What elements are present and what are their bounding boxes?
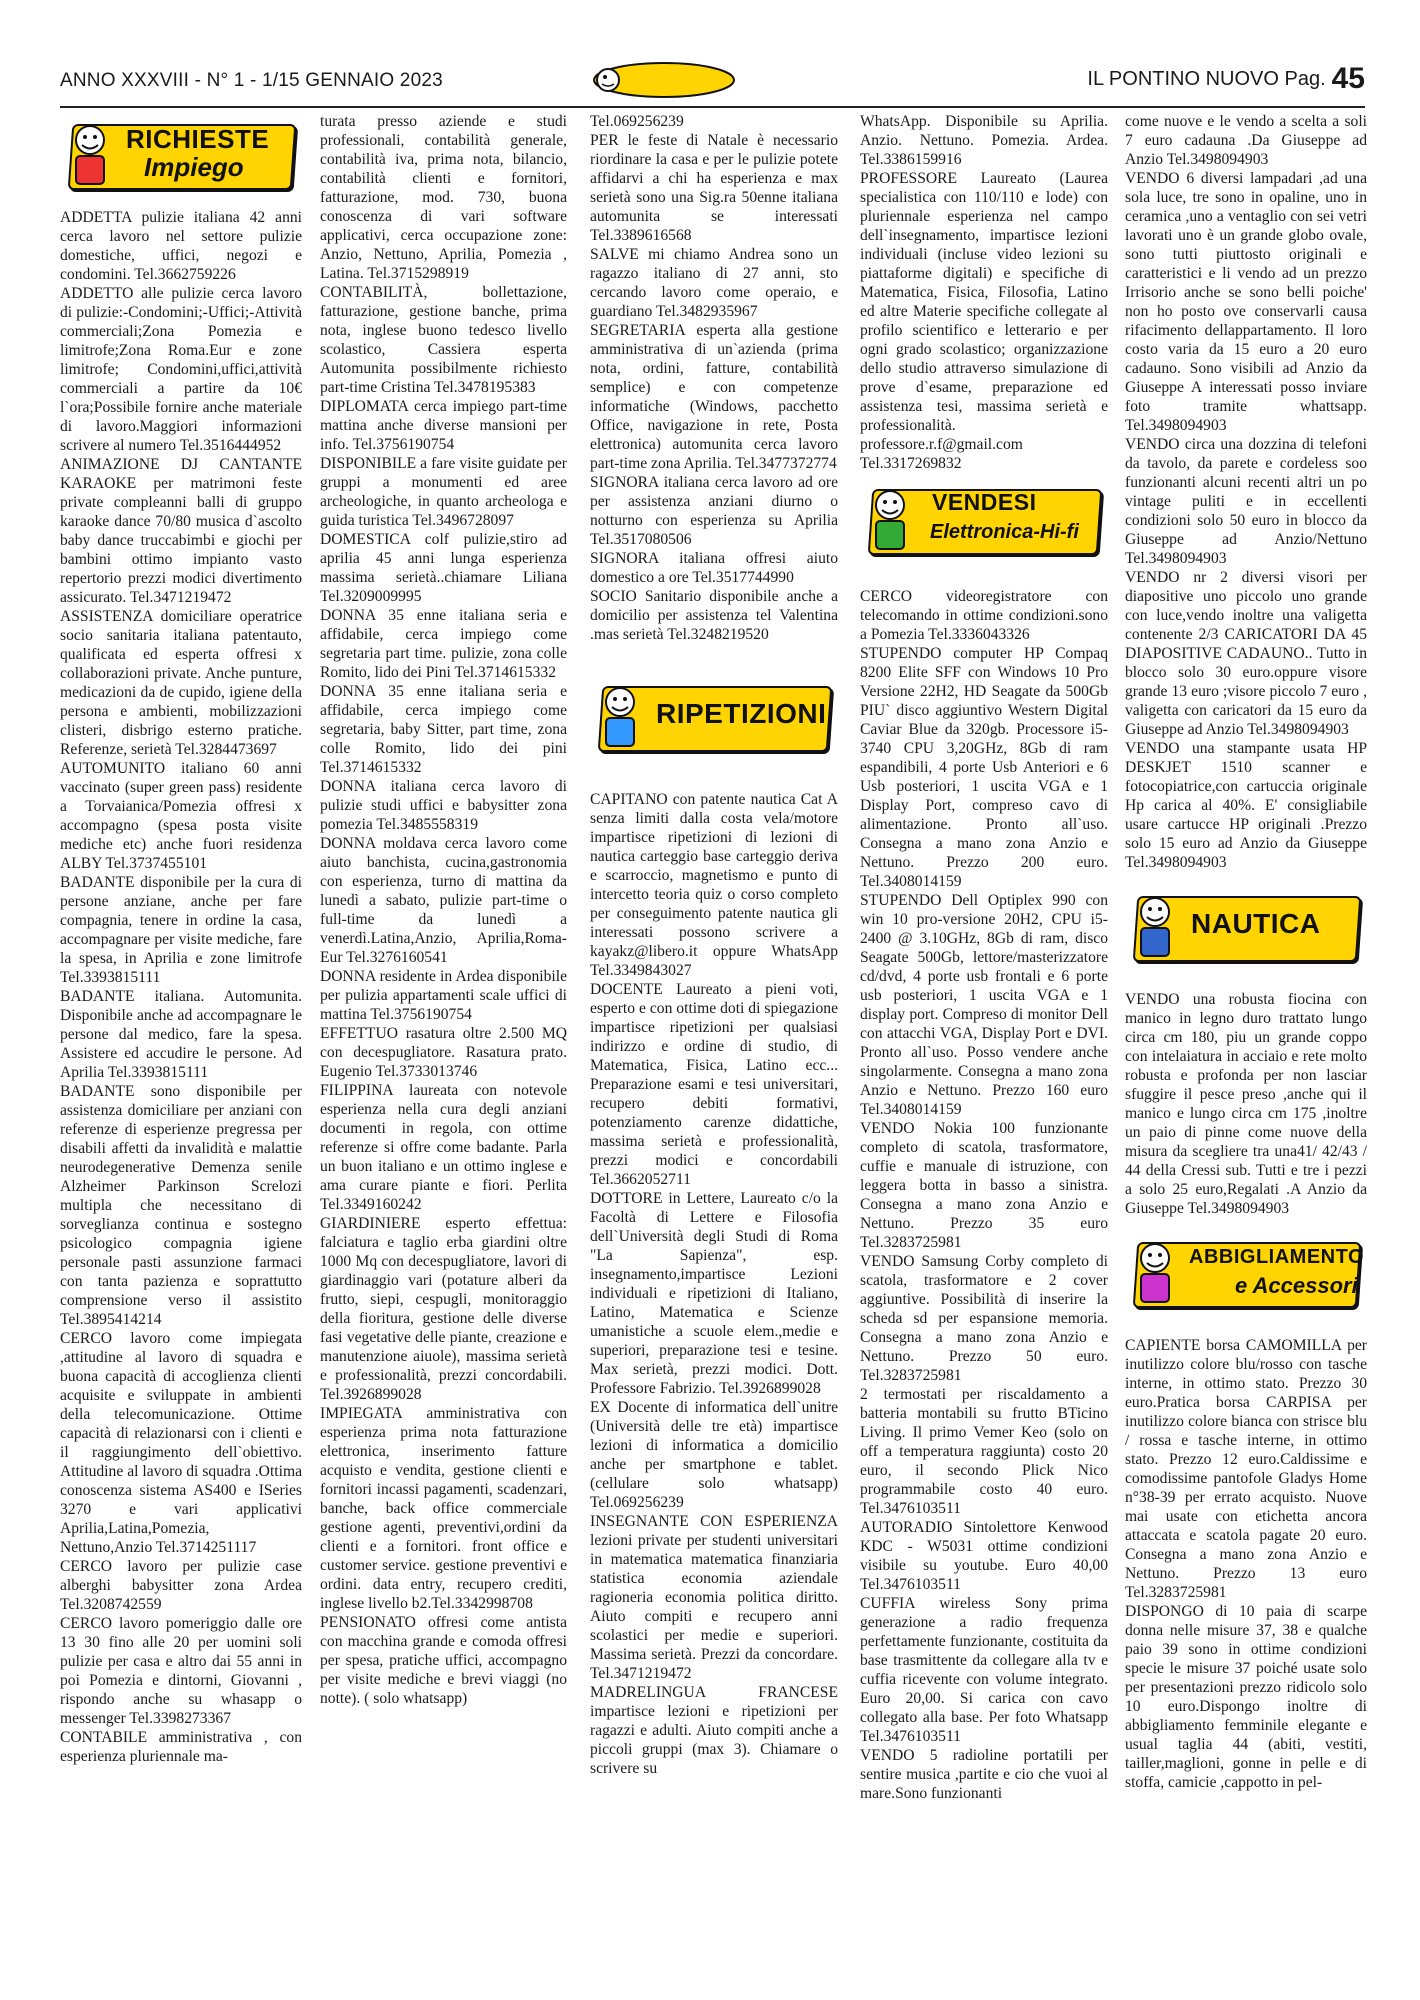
section-title: RIPETIZIONI <box>656 698 827 729</box>
ad-item: DISPONGO di 10 paia di scarpe donna nelle misure 37, 38 e qualche paio 39 sono in ottime condizioni specie le misure 37 poiché usate solo per presentazioni prezzo ridicolo solo 10 euro.Dispongo inoltre di abbigliamento femminile elegante e usual taglia 44 (abiti, vestiti, tailler,maglioni, gonne in pelle e di stoffa, camicie ,cappotto in pel- <box>1125 1603 1367 1791</box>
ad-item: Tel.069256239 <box>590 113 684 130</box>
ad-item: DISPONIBILE a fare visite guidate per gruppi a monumenti ed aree archeologiche, in quanto archeologa e guida turistica Tel.3496728097 <box>320 455 567 529</box>
ad-item: PROFESSORE Laureato (Laurea specialistica con 110/110 e lode) con pluriennale esperienza nel campo dell`insegnamento, impartisce lezioni individuali (incluse video lezioni su piattaforme digitali) e specifiche di Matematica, Fisica, Filosofia, Latino ed altre Materie specifiche collegate al profilo scientifico e letterario e per ogni grado scolastico; organizzazione dello studio attraverso simulazione di prove d`esame, preparazione ed assistenza tesi, massima serietà e professionalità. professore.r.f@gmail.com Tel.3317269832 <box>860 170 1108 472</box>
ad-item: ADDETTO alle pulizie cerca lavoro di pulizie:-Condomini;-Uffici;-Attività commerciali;Zona Pomezia e limitrofe;Zona Roma.Eur e zone limitrofe; Condomini,uffici,attività commerciali a partire da 10€ l`ora;Possibile fornire anche materiale di lavoro.Maggiori informazioni scrivere al numero Tel.3516444952 <box>60 285 302 454</box>
ad-item: CERCO lavoro come impiegata ,attitudine al lavoro di squadra e buona capacità di accoglienza clienti acquisite e sviluppate in ambienti della telecomunicazione. Ottime capacità di relazionarsi con i clienti e il raggiungimento dell`obiettivo. Attitudine al lavoro di squadra .Ottima conoscenza sistema AS400 e ISeries 3270 e vari applicativi Aprilia,Latina,Pomezia, Nettuno,Anzio Tel.3714251117 <box>60 1330 302 1556</box>
section-subtitle: Elettronica-Hi-fi <box>930 521 1079 543</box>
ad-item: VENDO una robusta fiocina con manico in legno duro trattato lungo circa cm 180, piu un grande coppo con intelaiatura in acciaio e rete molto robusta e profonda per non lasciar sfuggire il pesce preso ,anche qui il manico e lungo circa cm 175 ,inoltre un paio di pinne come nuove della misura da scegliere tra una41/ 42/43 / 44 della Cressi sub. Tutti e tre i pezzi a solo 25 euro,Regalati .A Anzio da Giuseppe Tel.3498094903 <box>1125 991 1367 1217</box>
ad-item: VENDO circa una dozzina di telefoni da tavolo, da parete e cordeless soo funzionanti alcuni recenti altri un po vintage puliti e in eccellenti condizioni solo 50 euro in blocco da Giuseppe ad Anzio/Nettuno Tel.3498094903 <box>1125 436 1367 567</box>
ad-item: BADANTE sono disponibile per assistenza domiciliare per anziani con referenze di esperienze pregressa per disabili affetti da invalidità e malattie neurodegenerative Demenza senile Alzheimer Parkinson Screlozi multipla che necessitano di sorveglianza continua e sostegno psicologico compagnia igiene personale pasti assunzione farmaci con tanta pazienza e soprattutto comprensione verso il assistito Tel.3895414214 <box>60 1083 302 1328</box>
ad-item: CONTABILITÀ, bollettazione, fatturazione, gestione banche, prima nota, inglese buono tedesco livello scolastico, Cassiera esperta Automunita possibilmente richiesto part-time Cristina Tel.3478195383 <box>320 284 567 396</box>
section-title: VENDESI <box>932 489 1037 515</box>
ad-item: PENSIONATO offresi come antista con macchina grande e comoda offresi per spesa, pratiche uffici, accompagno per visite mediche e brevi viaggi (no notte). ( solo whatsapp) <box>320 1614 567 1707</box>
ad-item: EFFETTUO rasatura oltre 2.500 MQ con decespugliatore. Rasatura prato. Eugenio Tel.3733013746 <box>320 1025 567 1080</box>
ad-item: AUTORADIO Sintolettore Kenwood KDC - W5031 ottime condizioni visibile su youtube. Euro 40,00 Tel.3476103511 <box>860 1519 1108 1593</box>
newspaper-name: IL PONTINO NUOVO Pag. 45 <box>1087 62 1365 95</box>
page-number: 45 <box>1331 62 1365 95</box>
ad-item: CUFFIA wireless Sony prima generazione a radio frequenza perfettamente funzionante, costituita da base trasmittente da collegare alla tv e cuffia ricevente con volume integrato. Euro 20,00. Si carica con cavo collegato alla base. Per foto Whatsapp Tel.3476103511 <box>860 1595 1108 1745</box>
ad-item: CAPITANO con patente nautica Cat A senza limiti dalla costa vela/motore impartisce ripetizioni di lezioni di nautica carteggio base carteggio deriva e scarroccio, magnetismo e punto di intercetto teoria quiz o corso completo per conseguimento patente nautica gli interessati possono scrivere a kayakz@libero.it oppure WhatsApp Tel.3349843027 <box>590 791 838 979</box>
section-nautica <box>1125 890 1367 970</box>
ad-item: WhatsApp. Disponibile su Aprilia. Anzio. Nettuno. Pomezia. Ardea. Tel.3386159916 <box>860 113 1108 168</box>
mascot-icon <box>1127 1240 1183 1306</box>
ad-item: INSEGNANTE CON ESPERIENZA lezioni private per studenti universitari in matematica matematica finanziaria statistica economia aziendale ragioneria economia politica diritto. Aiuto compiti e recupero anni scolastici per medie e superiori. Massima serietà. Prezzi da concordare. Tel.3471219472 <box>590 1513 838 1682</box>
ad-item: DONNA moldava cerca lavoro come aiuto banchista, cucina,gastronomia con esperienza, turno di mattina da lunedì a sabato, pulizie part-time o full-time da lunedì a venerdì.Latina,Anzio, Aprilia,Roma-Eur Tel.3276160541 <box>320 835 567 966</box>
ad-item: BADANTE italiana. Automunita. Disponibile anche ad accompagnare le persone dal medico, fare la spesa. Assistere ed accudire le persone. Ad Aprilia Tel.3393815111 <box>60 988 302 1081</box>
ad-item: STUPENDO computer HP Compaq 8200 Elite SFF con Windows 10 Pro Versione 22H2, HD Seagate da 500Gb PIU` disco aggiuntivo Western Digital Caviar Blue da 320gb. Processore i5-3740 CPU 3,20GHz, 8Gb di ram espandibili, 4 porte Usb Anteriori e 6 Usb posteriori, 1 uscita VGA e 1 Display Port, compreso cavo di alimentazione. Pronto all`uso. Consegna a mano zona Anzio e Nettuno. Prezzo 200 euro. Tel.3408014159 <box>860 645 1108 890</box>
ad-item: DONNA italiana cerca lavoro di pulizie studi uffici e babysitter zona pomezia Tel.3485558319 <box>320 778 567 833</box>
header-rule <box>60 106 1365 108</box>
ad-item: CAPIENTE borsa CAMOMILLA per inutilizzo colore blu/rosso con tasche interne, in ottimo stato. Prezzo 30 euro.Pratica borsa CARPISA per inutilizzo colore bianca con strisce blu / rossa e tasche interne, in ottimo stato. Prezzo 12 euro.Caldissime e comodissime pantofole Gladys Home n°38-39 per errato acquisto. Nuove mai usate con etichetta ancora attaccata e scatola pagate 20 euro. Consegna a mano zona Anzio e Nettuno. Prezzo 13 euro Tel.3283725981 <box>1125 1337 1367 1601</box>
ad-item: turata presso aziende e studi professionali, contabilità generale, contabilità iva, prima nota, bilancio, contabilità clienti e fornitori, fatturazione, mod. 730, buona conoscenza di vari software applicativi, cerca occupazione zone: Anzio, Nettuno, Aprilia, Pomezia , Latina. Tel.3715298919 <box>320 113 567 282</box>
column-4 <box>860 112 1108 1987</box>
column-2 <box>320 112 567 1987</box>
mascot-icon <box>62 122 118 188</box>
ad-item: SALVE mi chiamo Andrea sono un ragazzo italiano di 27 anni, sto cercando lavoro come operaio, e guardiano Tel.3482935967 <box>590 246 838 320</box>
ad-item: DOCENTE Laureato a pieni voti, esperto e con ottime doti di spiegazione impartisce ripetizioni per qualsiasi indirizzo e ordine di studio, di Matematica, Fisica, Latino ecc... Preparazione esami e tesi universitari, recupero debiti formativi, potenziamento carenze didattiche, massima serietà e professionalità, prezzi modici e concordabili Tel.3662052711 <box>590 981 838 1188</box>
ad-item: PER le feste di Natale è necessario riordinare la casa e per le pulizie potete affidarvi a chi ha esperienza e max serietà sono una Sig.ra 50enne italiana automunita se interessati Tel.3389616568 <box>590 132 838 244</box>
ad-item: DONNA 35 enne italiana seria e affidabile, cerca impiego come segretaria part time. pulizie, zona colle Romito, lido dei Pini Tel.3714615332 <box>320 607 567 681</box>
issue-info: ANNO XXXVIII - N° 1 - 1/15 GENNAIO 2023 <box>60 70 443 91</box>
ad-item: GIARDINIERE esperto effettua: falciatura e taglio erba giardini oltre 1000 Mq con decespugliatore, lavori di giardinaggio vari (potature alberi da frutto, siepi, cespugli, monitoraggio della fioritura, gestione delle diverse fasi vegetative delle piante, creazione e manutenzione aiuole), massima serietà e professionalità, prezzi concordabili. Tel.3926899028 <box>320 1215 567 1403</box>
column-1 <box>60 112 302 1987</box>
ad-item: BADANTE disponibile per la cura di persone anziane, anche per fare compagnia, tenere in ordine la casa, accompagnare per visite mediche, fare la spesa, in Aprilia e zone limitrofe Tel.3393815111 <box>60 874 302 986</box>
column-3 <box>590 112 838 1987</box>
column-5 <box>1125 112 1367 1987</box>
ad-item: DONNA residente in Ardea disponibile per pulizia appartamenti scale uffici di mattina Tel.3756190754 <box>320 968 567 1023</box>
ad-item: DIPLOMATA cerca impiego part-time mattina anche diverse mansioni per info. Tel.3756190754 <box>320 398 567 453</box>
ad-item: SEGRETARIA esperta alla gestione amministrativa di un`azienda (prima nota, ordini, fatture, contabilità semplice) e con competenze informatiche (Windows, pacchetto Office, navigazione in rete, Posta elettronica) automunita cerca lavoro part-time zona Aprilia. Tel.3477372774 <box>590 322 838 472</box>
ad-item: 2 termostati per riscaldamento a batteria montabili su frutto BTicino Living. Il primo Vemer Keo (solo on off a temperatura raggiunta) costo 20 euro, il secondo Plick Nico programmabile costo 40 euro. Tel.3476103511 <box>860 1386 1108 1517</box>
ad-item: VENDO Samsung Corby completo di scatola, trasformatore e 2 cover aggiuntive. Possibilità di inserire la scheda sd per espansione memoria. Consegna a mano zona Anzio e Nettuno. Prezzo 50 euro. Tel.3283725981 <box>860 1253 1108 1384</box>
lo-strillone-logo <box>592 60 737 100</box>
page-header <box>60 60 1365 104</box>
section-title: RICHIESTE <box>126 124 270 154</box>
mascot-icon <box>592 684 648 750</box>
ad-item: VENDO una stampante usata HP DESKJET 1510 scanner e fotocopiatrice,con cartuccia originale Hp carica al 40%. E' consigliabile usare cartucce HP originali .Prezzo solo 15 euro ad Anzio da Giuseppe Tel.3498094903 <box>1125 740 1367 871</box>
ad-item: CONTABILE amministrativa , con esperienza pluriennale ma- <box>60 1729 302 1765</box>
ad-item: STUPENDO Dell Optiplex 990 con win 10 pro-versione 20H2, CPU i5-2400 @ 3.10GHz, 8Gb di ram, disco Seagate 500Gb, lettore/masterizzatore cd/dvd, 4 porte usb frontali e 6 porte usb posteriori, 1 uscita VGA e 1 display port. Compreso di monitor Dell con attacchi VGA, Display Port e DVI. Pronto all`uso. Posso vendere anche singolarmente. Consegna a mano zona Anzio e Nettuno. Prezzo 160 euro Tel.3408014159 <box>860 892 1108 1118</box>
section-ripetizioni <box>590 680 838 760</box>
section-title: NAUTICA <box>1191 908 1321 939</box>
ad-item: VENDO Nokia 100 funzionante completo di scatola, trasformatore, cuffie e manuale di istruzione, con leggera botta in basso a sinistra. Consegna a mano zona Anzio e Nettuno. Prezzo 35 euro Tel.3283725981 <box>860 1120 1108 1251</box>
ad-item: AUTOMUNITO italiano 60 anni vaccinato (super green pass) residente a Torvaianica/Pomezia offresi x accompagno (spesa posta visite mediche etc) anche fuori residenza ALBY Tel.3737455101 <box>60 760 302 872</box>
ad-item: VENDO nr 2 diversi visori per diapositive uno piccolo uno grande con luce,vendo inoltre una valigetta contenente 2/3 CARICATORI DA 45 DIAPOSITIVE CADAUNO.. Tutto in blocco solo 30 euro.oppure visore grande 13 euro ;visore piccolo 7 euro , valigetta con caricatori da 15 euro da Giuseppe ad Anzio Tel.3498094903 <box>1125 569 1367 738</box>
ad-item: come nuove e le vendo a scelta a soli 7 euro cadauna .Da Giuseppe ad Anzio Tel.3498094903 <box>1125 113 1367 168</box>
ad-item: FILIPPINA laureata con notevole esperienza nella cura degli anziani documenti in regola, con ottime referenze si offre come badante. Parla un buon italiano e un ottimo inglese e ama curare piante e fiori. Perlita Tel.3349160242 <box>320 1082 567 1213</box>
section-subtitle: Impiego <box>144 152 244 182</box>
ad-item: CERCO lavoro pomeriggio dalle ore 13 30 fino alle 20 per uomini soli pulizie per casa e altro dai 55 anni in poi Pomezia e dintorni, Giovanni , rispondo anche su whasapp o messenger Tel.3398273367 <box>60 1615 302 1727</box>
section-title: ABBIGLIAMENTO <box>1189 1246 1365 1268</box>
section-abbigliamento-accessori <box>1125 1236 1367 1316</box>
ad-item: MADRELINGUA FRANCESE impartisce lezioni e ripetizioni per ragazzi e adulti. Aiuto compiti anche a piccoli gruppi (max 3). Chiamare o scrivere su <box>590 1684 838 1777</box>
ad-item: ANIMAZIONE DJ CANTANTE KARAOKE per matrimoni feste private compleanni balli di gruppo karaoke dance 70/80 musica d`ascolto baby dance truccabimbi e giochi per bambini ottimo impianto vasto repertorio prezzi modici divertimento assicurato. Tel.3471219472 <box>60 456 302 606</box>
section-richieste-impiego <box>60 118 302 198</box>
mascot-icon <box>862 487 918 553</box>
section-vendesi-elettronica <box>860 483 1108 563</box>
ad-item: ASSISTENZA domiciliare operatrice socio sanitaria italiana patentauto, qualificata ed esperta offresi x collaborazioni private. Anche punture, medicazioni da de cupido, igiene della persona e ambienti, mobilizzazioni clisteri, disbrigo esterno pratiche. Referenze, serietà Tel.3284473697 <box>60 608 302 758</box>
ad-item: DONNA 35 enne italiana seria e affidabile, cerca impiego come segretaria, baby Sitter, part time, zona colle Romito, lido dei pini Tel.3714615332 <box>320 683 567 776</box>
ad-item: ADDETTA pulizie italiana 42 anni cerca lavoro nel settore pulizie domestiche, uffici, negozi e condomini. Tel.3662759226 <box>60 209 302 283</box>
ad-item: CERCO lavoro per pulizie case alberghi babysitter zona Ardea Tel.3208742559 <box>60 1558 302 1613</box>
section-subtitle: e Accessori <box>1235 1273 1358 1298</box>
ad-item: DOTTORE in Lettere, Laureato c/o la Facoltà di Lettere e Filosofia dell`Università degli Studi di Roma "La Sapienza", esp. insegnamento,impartisce Lezioni individuali e ripetizioni di Italiano, Latino, Matematica e Scienze umanistiche a scuole elem.,medie e superiori, preparazione tesi e tesine. Max serietà, prezzi modici. Dott. Professore Fabrizio. Tel.3926899028 <box>590 1190 838 1397</box>
ad-item: VENDO 5 radioline portatili per sentire musica ,partite e cio che vuoi al mare.Sono funzionanti <box>860 1747 1108 1802</box>
ad-item: EX Docente di informatica dell`unitre (Università delle tre età) impartisce lezioni di informatica a domicilio anche per smartphone e tablet. (cellulare solo whatsapp) Tel.069256239 <box>590 1399 838 1511</box>
ad-item: CERCO videoregistratore con telecomando in ottime condizioni.sono a Pomezia Tel.3336043326 <box>860 588 1108 643</box>
ad-item: SOCIO Sanitario disponibile anche a domicilio per assistenza tel Valentina .mas serietà Tel.3248219520 <box>590 588 838 643</box>
ad-item: SIGNORA italiana cerca lavoro ad ore per assistenza anziani diurno o notturno con esperienza su Aprilia Tel.3517080506 <box>590 474 838 548</box>
ad-item: IMPIEGATA amministrativa con esperienza prima nota fatturazione elettronica, inserimento fatture acquisto e vendita, gestione clienti e fornitori incassi pagamenti, scadenzari, banche, back office commerciale gestione agenti, preventivi,ordini da clienti e a fornitori. front office e customer service. gestione preventivi e ordini. data entry, recupero crediti, inglese livello b2.Tel.3342998708 <box>320 1405 567 1612</box>
ad-item: SIGNORA italiana offresi aiuto domestico a ore Tel.3517744990 <box>590 550 838 586</box>
ad-item: DOMESTICA colf pulizie,stiro ad aprilia 45 anni lunga esperienza massima serietà..chiamare Liliana Tel.3209009995 <box>320 531 567 605</box>
mascot-icon <box>1127 894 1183 960</box>
ad-item: VENDO 6 diversi lampadari ,ad una sola luce, tre sono in opaline, uno in ceramica ,uno a ventaglio con sei vetri lavorati uno è un grande globo ovale, sono tutti piuttosto originali e caratteristici e li vendo ad un prezzo Irrisorio anche se sono belli poiche' non ho posto ove conservarli causa rifacimento dellappartamento. Il loro costo varia da 15 euro a 20 euro cadauno. Sono visibili ad Anzio da Giuseppe A interessati posso inviare foto tramite whattsapp. Tel.3498094903 <box>1125 170 1367 434</box>
